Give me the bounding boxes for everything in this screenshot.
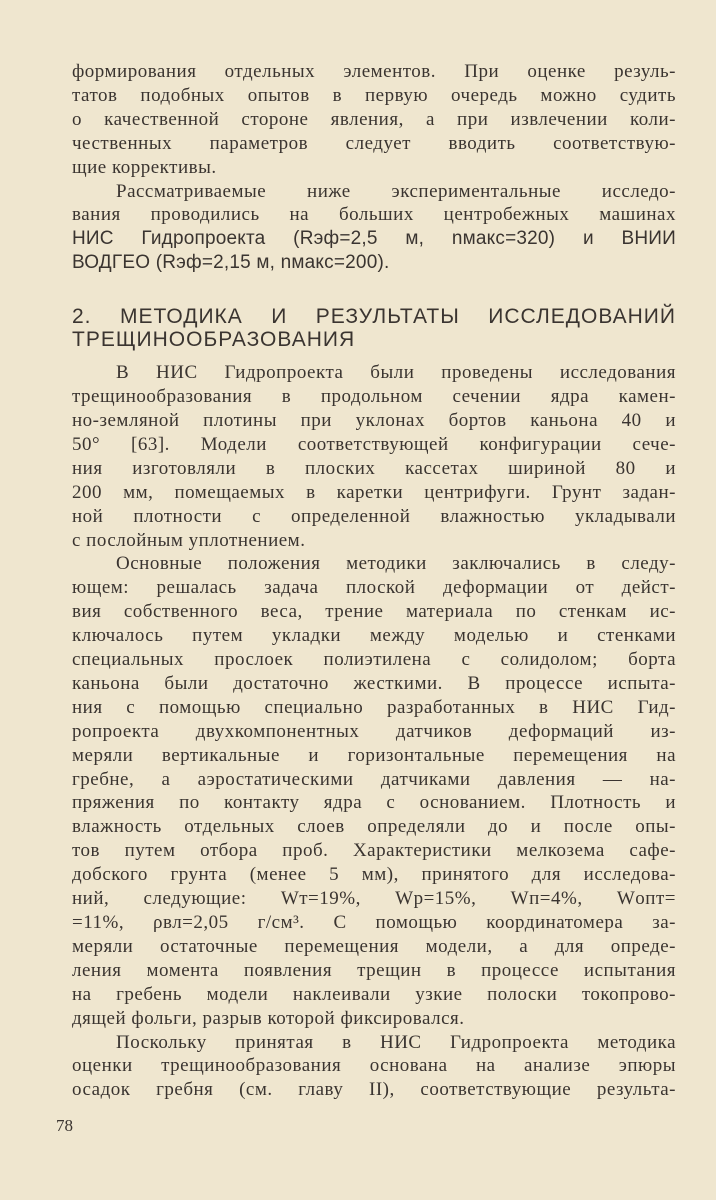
text-line: ния изготовляли в плоских кассетах шириной 80 и (72, 457, 676, 479)
text-line: с послойным уплотнением. (72, 529, 306, 551)
text-line: трещинообразования в продольном сечении ядра камен- (72, 386, 676, 408)
text-line: ропроекта двухкомпонентных датчиков деформаций из- (72, 720, 676, 742)
text-line: Рассматриваемые ниже экспериментальные исследо- (116, 180, 676, 202)
text-line: ления момента появления трещин в процессе испытания (72, 959, 676, 981)
text-line: меряли остаточные перемещения модели, а для опреде- (72, 935, 676, 957)
paragraph-nis-research (72, 361, 676, 552)
text-line: вания проводились на больших центробежных машинах (72, 204, 676, 226)
page-text (72, 60, 676, 1102)
text-line: меряли вертикальные и горизонтальные перемещения на (72, 744, 676, 766)
text-line: щие коррективы. (72, 156, 217, 178)
paragraph-assessment (72, 1031, 676, 1103)
text-line: добского грунта (менее 5 мм), принятого для исследова- (72, 864, 676, 886)
text-line: ний, следующие: Wт=19%, Wр=15%, Wп=4%, Wопт= (72, 888, 676, 910)
heading-line: 2. МЕТОДИКА И РЕЗУЛЬТАТЫ ИССЛЕДОВАНИЙ (72, 305, 676, 329)
section-heading (72, 305, 676, 351)
text-line: ВОДГЕО (Rэф=2,15 м, nмакс=200). (72, 252, 390, 274)
page-number: 78 (56, 1116, 73, 1135)
text-line: но-земляной плотины при уклонах бортов каньона 40 и (72, 409, 676, 431)
text-line: влажность отдельных слоев определяли до и после опы- (72, 816, 676, 838)
text-line: Поскольку принятая в НИС Гидропроекта методика (116, 1031, 676, 1053)
text-line: специальных прослоек полиэтилена с солидолом; борта (72, 649, 676, 671)
text-line: гребне, а аэростатическими датчиками давления — на- (72, 768, 676, 790)
text-line: чественных параметров следует вводить соответствую- (72, 132, 676, 154)
text-line: формирования отдельных элементов. При оценке резуль- (72, 61, 676, 82)
paragraph-experiments-params (72, 227, 676, 275)
text-line: каньона были достаточно жесткими. В процессе испыта- (72, 672, 676, 694)
text-line: ющем: решалась задача плоской деформации от дейст- (72, 577, 676, 599)
text-line: 50° [63]. Модели соответствующей конфигурации сече- (72, 433, 676, 455)
text-line: ключалось путем укладки между моделью и стенками (72, 625, 676, 647)
text-line: ной плотности с определенной влажностью укладывали (72, 505, 676, 527)
text-line: дящей фольги, разрыв которой фиксировался. (72, 1007, 465, 1029)
text-line: вия собственного веса, трение материала по стенкам ис- (72, 601, 676, 623)
text-line: на гребень модели наклеивали узкие полоски токопрово- (72, 983, 676, 1005)
text-line: В НИС Гидропроекта были проведены исследования (116, 362, 676, 384)
text-line: Основные положения методики заключались в следу- (116, 553, 676, 575)
text-line: тов путем отбора проб. Характеристики мелкозема сафе- (72, 840, 676, 862)
text-line: оценки трещинообразования основана на анализе эпюры (72, 1055, 676, 1077)
text-line: татов подобных опытов в первую очередь можно судить (72, 84, 676, 106)
text-line: осадок гребня (см. главу II), соответствующие результа- (72, 1079, 676, 1101)
paragraph-methodology (72, 552, 676, 1030)
text-line: =11%, ρвл=2,05 г/см³. С помощью координатомера за- (72, 912, 676, 933)
text-line: о качественной стороне явления, а при извлечении коли- (72, 108, 676, 130)
heading-line: ТРЕЩИНООБРАЗОВАНИЯ (72, 328, 356, 352)
text-line: 200 мм, помещаемых в каретки центрифуги. Грунт задан- (72, 481, 676, 503)
text-line: пряжения по контакту ядра с основанием. Плотность и (72, 792, 676, 814)
paragraph-experiments (72, 180, 676, 228)
text-line: НИС Гидропроекта (Rэф=2,5 м, nмакс=320) и ВНИИ (72, 228, 676, 250)
text-line: ния с помощью специально разработанных в НИС Гид- (72, 696, 676, 718)
paragraph-continuation (72, 60, 676, 180)
